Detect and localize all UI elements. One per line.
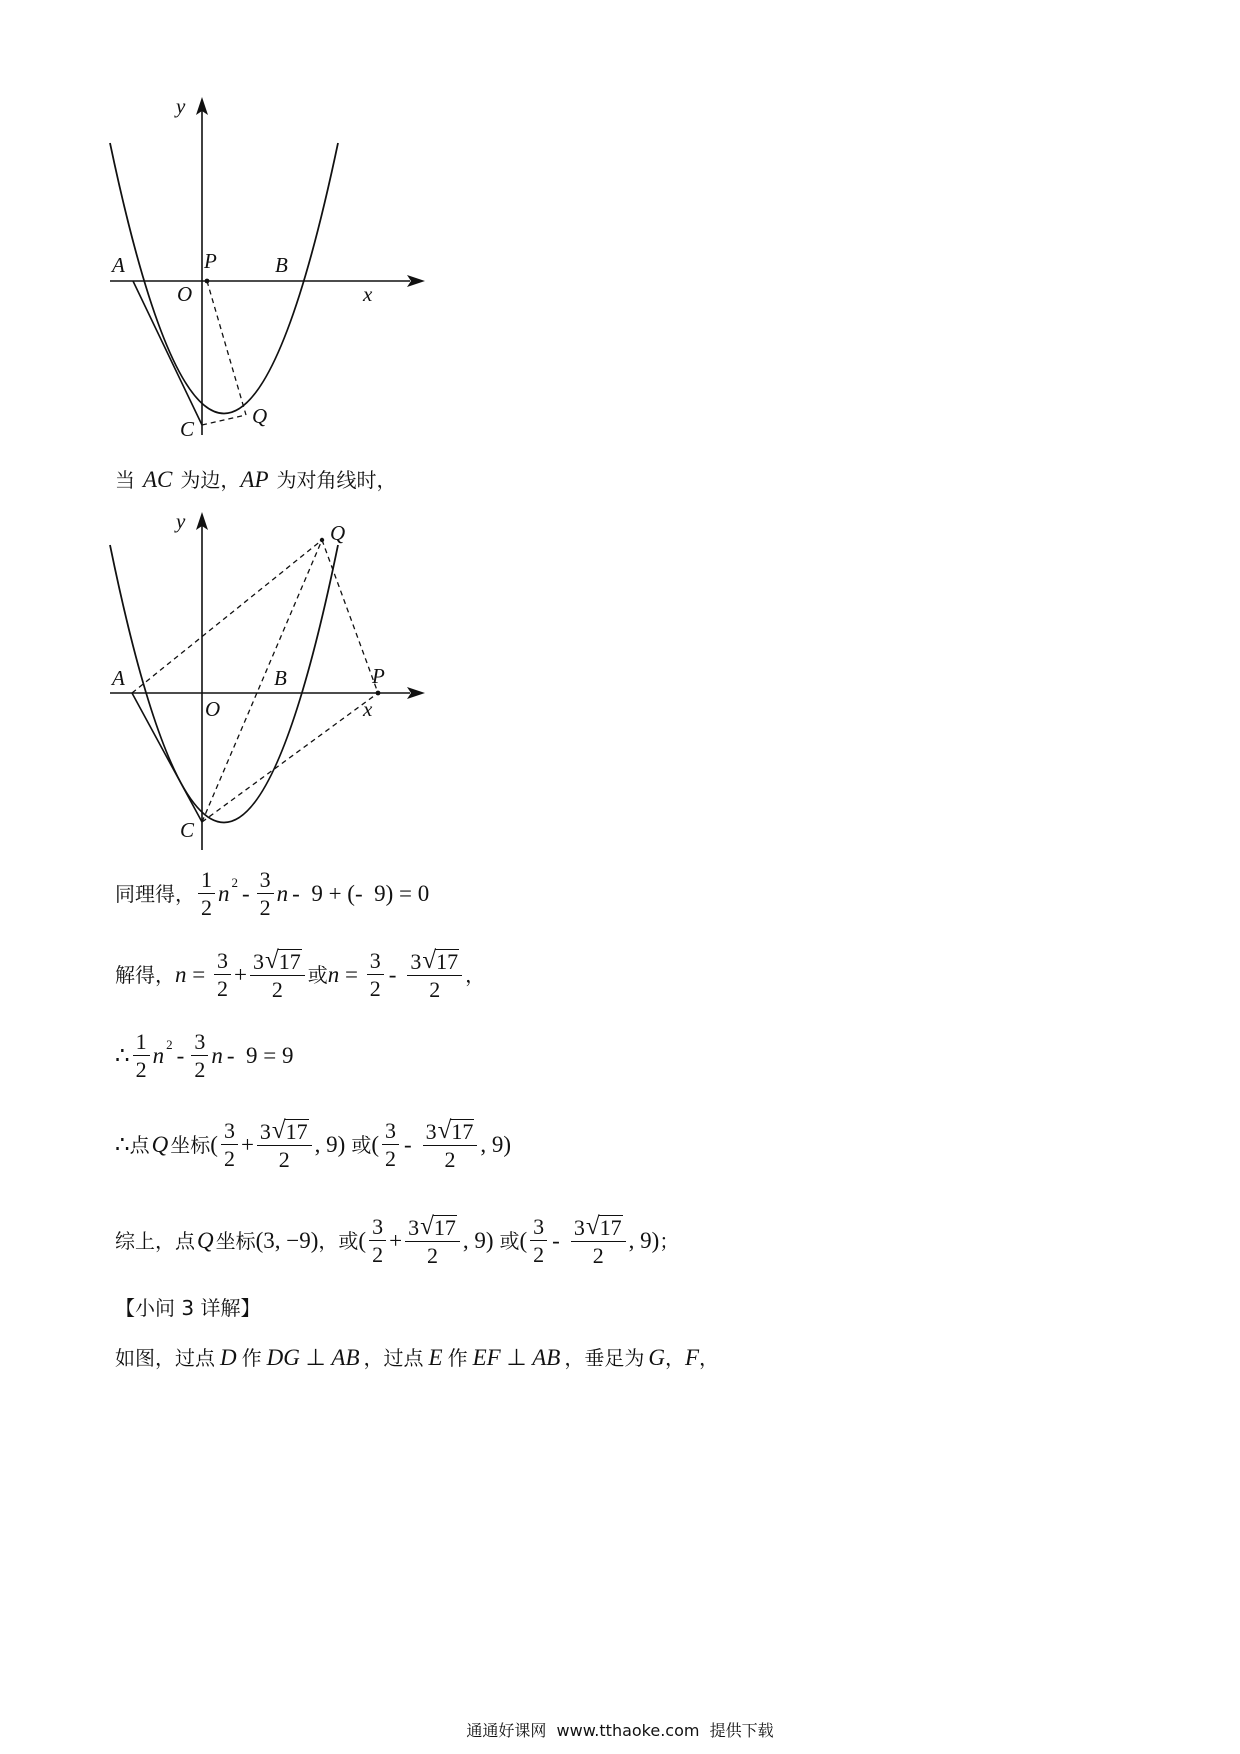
label-x: x: [363, 697, 373, 721]
label-a: A: [112, 253, 125, 277]
fraction: $\frac{3}{2}$: [530, 1215, 547, 1266]
segment-aq: [132, 540, 322, 693]
point-q: [320, 538, 324, 542]
page-footer: 通通好课网 www.tthaoke.com 提供下载: [466, 1721, 774, 1740]
fraction: $\frac{3}{2}$: [367, 949, 384, 1000]
label-c: C: [180, 417, 195, 441]
segment-qp: [322, 540, 378, 693]
label-c: C: [180, 818, 195, 842]
fraction: 3 √ 17 2: [423, 1118, 478, 1171]
fraction: $\frac{1}{2}$: [133, 1030, 150, 1081]
label-o: O: [205, 697, 221, 721]
text-line-2: 同理得， $\frac{1}{2}$ n 2 - $\frac{3}{2}$ n - 9 + (- 9) = 0: [115, 867, 430, 921]
text-line-5: ∴ 点 Q 坐标 ( $\frac{3}{2}$ + 3 √ 17 2 , 9) 或 ( $\frac{3}{2}$ - 3 √ 17 2 , 9): [115, 1117, 512, 1172]
point-p: [205, 279, 210, 284]
section-heading: 【小问 3 详解】: [115, 1296, 261, 1320]
segment-cq: [202, 540, 322, 822]
label-y: y: [176, 94, 186, 118]
text-line-4: ∴ $\frac{1}{2}$ n 2 - $\frac{3}{2}$ n - 9 = 9: [115, 1029, 294, 1083]
label-q: Q: [252, 404, 268, 428]
label-b: B: [274, 666, 287, 690]
label-b: B: [275, 253, 288, 277]
fraction: $\frac{3}{2}$: [214, 949, 231, 1000]
label-p: P: [372, 664, 385, 688]
label-x: x: [363, 282, 373, 306]
segment-cq: [202, 415, 246, 425]
label-y: y: [176, 509, 186, 533]
text-line-6: 综上，点 Q 坐标 (3, −9) ，或 ( $\frac{3}{2}$ + 3 √ 17 2 , 9) 或 ( $\frac{3}{2}$ - 3 √ 17 2 , 9) ；: [115, 1213, 680, 1268]
fraction: $\frac{3}{2}$: [382, 1119, 399, 1170]
parabola-figure-1: [100, 95, 440, 450]
fraction: 3 √ 17 2: [257, 1118, 312, 1171]
fraction: 3 √ 17 2: [407, 948, 462, 1001]
point-p: [376, 691, 381, 696]
fraction: 3 √ 17 2: [250, 948, 305, 1001]
label-o: O: [177, 282, 193, 306]
fraction: $\frac{3}{2}$: [221, 1119, 238, 1170]
text-line-1: 当 AC 为边， AP 为对角线时，: [115, 467, 397, 492]
label-p: P: [204, 249, 217, 273]
segment-ac: [132, 693, 202, 822]
parabola-curve: [110, 143, 338, 414]
fraction: 3 √ 17 2: [571, 1214, 626, 1267]
segment-cp: [202, 693, 378, 822]
parabola-curve: [110, 545, 338, 823]
fraction: $\frac{3}{2}$: [191, 1030, 208, 1081]
parabola-figure-2: [100, 510, 440, 865]
text-line-3: 解得， n = $\frac{3}{2}$ + 3 √ 17 2 或 n = $\frac{3}{2}$ - 3 √ 17 2 ，: [115, 947, 486, 1002]
segment-pq: [207, 281, 246, 415]
fraction: $\frac{3}{2}$: [369, 1215, 386, 1266]
text-line-7: 如图，过点 D 作 DG ⊥ AB ，过点 E 作 EF ⊥ AB ，垂足为 G ， F ，: [115, 1345, 720, 1370]
fraction: $\frac{3}{2}$: [257, 868, 274, 919]
fraction: $\frac{1}{2}$: [198, 868, 215, 919]
label-a: A: [112, 666, 125, 690]
label-q: Q: [330, 521, 346, 545]
fraction: 3 √ 17 2: [405, 1214, 460, 1267]
